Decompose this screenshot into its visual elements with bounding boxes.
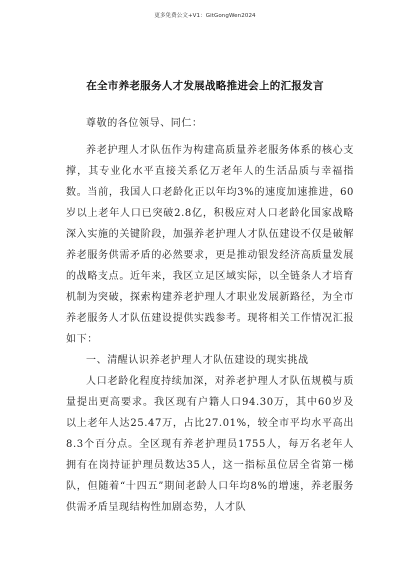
document-body [66,113,354,518]
paragraph-section-one: 人口老龄化程度持续加深，对养老护理人才队伍规模与质量提出更高要求。我区现有户籍人口94.30万，其中60岁及以上老年人达25.47万，占比27.01%，较全市平均水平高出8.3个百分点。全区现有养老护理员1755人，每万名老年人拥有在岗持证护理员数达35人，这一指标虽位居全省第一梯队，但随着“十四五”期间老龄人口年均8%的增速，养老服务供需矛盾呈现结构性加剧态势，人才队 [66,376,354,513]
section-heading: 一、清醒认识养老护理人才队伍建设的现实挑战 [86,355,309,366]
document-title: 在全市养老服务人才发展战略推进会上的汇报发言 [86,80,324,92]
paragraph-intro: 养老护理人才队伍作为构建高质量养老服务体系的核心支撑，其专业化水平直接关系亿万老年人的生活品质与幸福指数。当前，我国人口老龄化正以年均3%的速度加速推进，60岁以上老年人口已突破2.8亿，积极应对人口老龄化国家战略深入实施的关键阶段，加强养老护理人才队伍建设不仅是破解养老服务供需矛盾的必然要求，更是推动银发经济高质量发展的战略支点。近年来，我区立足区域实际，以全链条人才培育机制为突破，探索构建养老护理人才职业发展新路径，为全市养老服务人才队伍建设提供实践参考。现将相关工作情况汇报如下： [66,145,354,345]
header-note: 更多免费公文+V1：GitGongWen2024 [154,13,256,19]
salutation: 尊敬的各位领导、同仁： [86,118,203,129]
